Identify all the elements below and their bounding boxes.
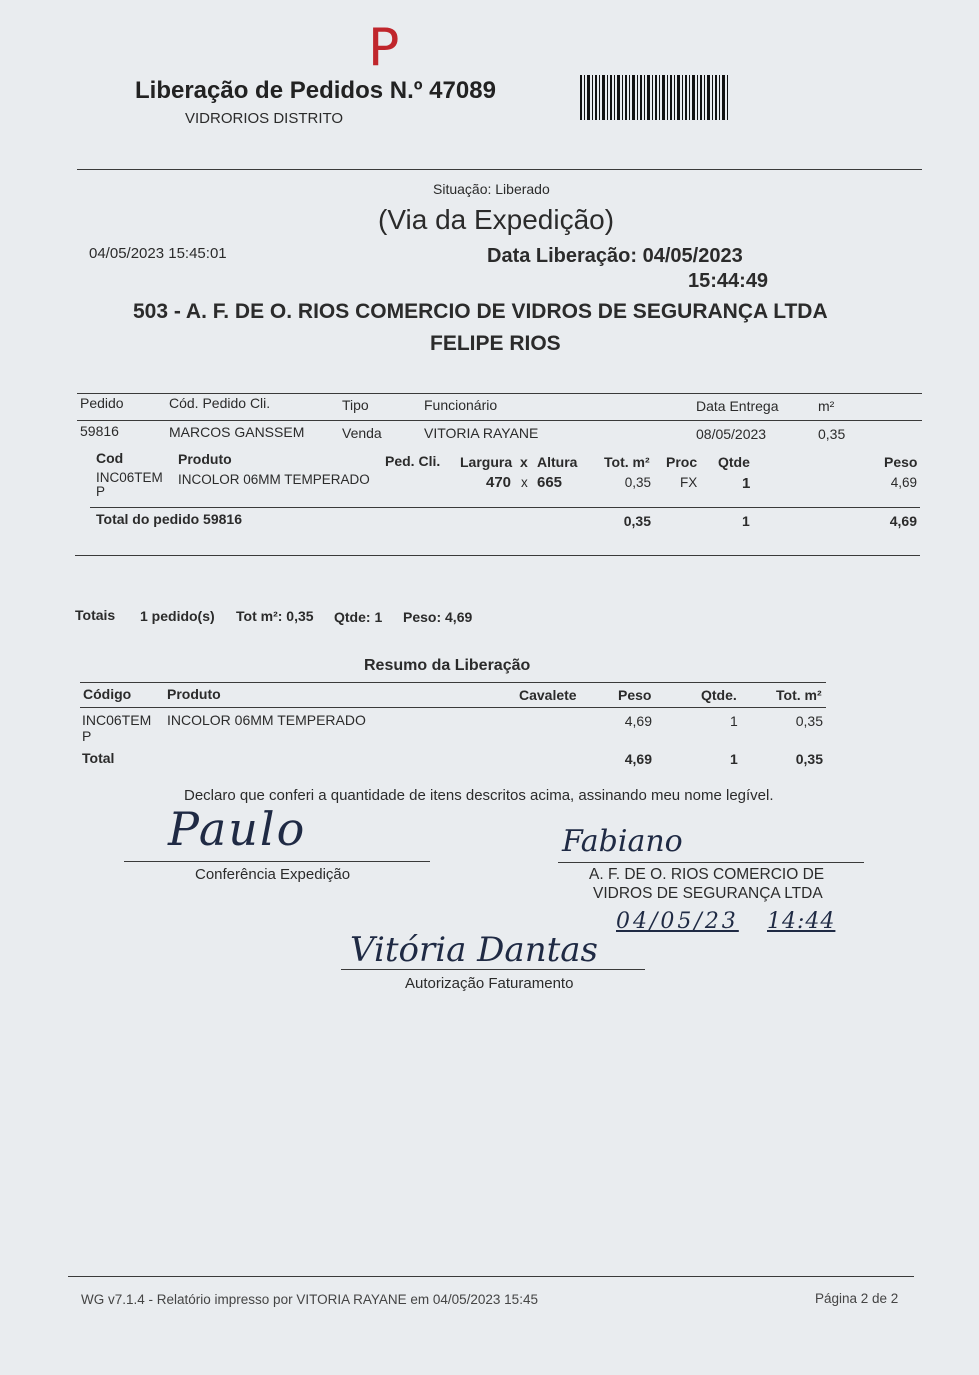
summary-header-codigo: Código: [83, 686, 132, 702]
summary-header-peso: Peso: [618, 687, 652, 703]
handwritten-date: 04/05/23: [616, 909, 739, 934]
handwritten-mark: P: [368, 18, 400, 78]
order-funcionario: VITORIA RAYANE: [424, 425, 539, 441]
col-header-funcionario: Funcionário: [424, 397, 498, 413]
item-header-x: x: [520, 454, 528, 470]
summary-row-codigo-line2: P: [82, 728, 92, 744]
item-header-largura: Largura: [460, 454, 513, 470]
totals-pedidos: 1 pedido(s): [140, 608, 215, 624]
totals-m2: Tot m²: 0,35: [236, 608, 314, 624]
footer-rule: [68, 1276, 914, 1277]
copy-label: (Via da Expedição): [378, 204, 615, 235]
col-header-data-entrega: Data Entrega: [696, 398, 779, 414]
totals-label: Totais: [75, 607, 116, 623]
item-header-cod: Cod: [96, 450, 124, 466]
footer-page-number: Página 2 de 2: [815, 1291, 899, 1306]
company-line1: A. F. DE O. RIOS COMERCIO DE: [589, 866, 825, 883]
order-total-label: Total do pedido 59816: [96, 511, 242, 527]
handwritten-time: 14:44: [767, 909, 836, 934]
order-tipo: Venda: [342, 425, 382, 441]
footer-report-text: WG v7.1.4 - Relatório impresso por VITORIA RAYANE em 04/05/2023 15:45: [81, 1292, 538, 1307]
col-header-pedido: Pedido: [80, 395, 124, 411]
company-signature: Fabiano: [562, 824, 683, 859]
summary-header-rule: [80, 707, 826, 708]
company-signature-line: [558, 862, 864, 863]
client-contact: FELIPE RIOS: [430, 332, 561, 355]
item-header-tot-m2: Tot. m²: [604, 454, 650, 470]
order-header-rule: [77, 420, 922, 421]
summary-header-qtde: Qtde.: [701, 687, 737, 703]
faturamento-signature-line: [341, 969, 645, 970]
expedicao-signature-line: [124, 861, 430, 862]
summary-total-peso: 4,69: [624, 751, 652, 767]
header-divider: [77, 169, 922, 170]
item-header-proc: Proc: [666, 454, 698, 470]
expedicao-signature: Paulo: [168, 802, 307, 856]
order-data-entrega: 08/05/2023: [696, 426, 767, 442]
client-name: 503 - A. F. DE O. RIOS COMERCIO DE VIDROS DE SEGURANÇA LTDA: [133, 300, 828, 323]
summary-row-produto: INCOLOR 06MM TEMPERADO: [167, 712, 366, 728]
item-tot-m2: 0,35: [624, 475, 651, 490]
col-header-tipo: Tipo: [342, 397, 369, 413]
summary-header-produto: Produto: [167, 686, 221, 702]
release-label: Data Liberação:: [487, 245, 638, 267]
faturamento-signature: Vitória Dantas: [350, 930, 598, 970]
item-cod-line1: INC06TEM: [96, 470, 163, 485]
order-cod-pedido-cli: MARCOS GANSSEM: [169, 424, 305, 440]
status-text: Situação: Liberado: [433, 181, 550, 197]
item-peso: 4,69: [890, 475, 917, 490]
expedicao-label: Conferência Expedição: [195, 866, 351, 883]
item-header-ped-cli: Ped. Cli.: [385, 453, 441, 469]
item-qtde: 1: [742, 475, 751, 492]
summary-row-codigo-line1: INC06TEM: [82, 712, 152, 728]
totals-qtde: Qtde: 1: [334, 609, 383, 625]
summary-total-tot-m2: 0,35: [795, 751, 823, 767]
release-date-value: 04/05/2023: [642, 245, 743, 267]
summary-top-rule: [80, 682, 826, 683]
company-short-name: VIDRORIOS DISTRITO: [185, 110, 344, 127]
item-largura: 470: [486, 474, 512, 491]
col-header-m2: m²: [818, 398, 835, 414]
totals-peso: Peso: 4,69: [403, 609, 473, 625]
company-line2: VIDROS DE SEGURANÇA LTDA: [593, 885, 823, 902]
item-total-rule: [90, 507, 920, 508]
item-header-peso: Peso: [884, 454, 918, 470]
order-m2: 0,35: [818, 426, 846, 442]
declaration-text: Declaro que conferi a quantidade de itens descritos acima, assinando meu nome legível.: [184, 787, 774, 804]
item-header-altura: Altura: [537, 454, 578, 470]
summary-row-codigo: [82, 712, 151, 744]
order-table-bottom-rule: [75, 555, 920, 556]
item-header-qtde: Qtde: [718, 454, 750, 470]
summary-header-tot-m2: Tot. m²: [776, 687, 822, 703]
item-cod-line2: P: [96, 484, 106, 499]
order-total-qtde: 1: [742, 513, 750, 529]
order-total-m2: 0,35: [623, 513, 651, 529]
col-header-cod-pedido-cli: Cód. Pedido Cli.: [169, 395, 271, 411]
summary-total-label: Total: [82, 750, 115, 766]
item-header-produto: Produto: [178, 451, 232, 467]
item-produto: INCOLOR 06MM TEMPERADO: [178, 472, 370, 487]
item-proc: FX: [680, 475, 698, 490]
order-pedido: 59816: [80, 423, 119, 439]
faturamento-label: Autorização Faturamento: [405, 975, 574, 992]
item-altura: 665: [537, 474, 563, 491]
item-cod: [96, 471, 163, 499]
summary-row-qtde: 1: [730, 713, 738, 729]
summary-row-tot-m2: 0,35: [795, 713, 823, 729]
order-total-peso: 4,69: [889, 513, 917, 529]
item-x: x: [521, 475, 528, 490]
release-date: [487, 245, 743, 268]
page-title: Liberação de Pedidos N.º 47089: [135, 77, 496, 104]
release-time: 15:44:49: [688, 270, 769, 292]
summary-row-peso: 4,69: [624, 713, 652, 729]
summary-title: Resumo da Liberação: [364, 657, 531, 674]
summary-total-qtde: 1: [730, 751, 738, 767]
summary-header-cavalete: Cavalete: [519, 687, 577, 703]
print-datetime: 04/05/2023 15:45:01: [89, 245, 227, 262]
order-table-top-rule: [77, 393, 922, 394]
barcode: [580, 75, 730, 120]
